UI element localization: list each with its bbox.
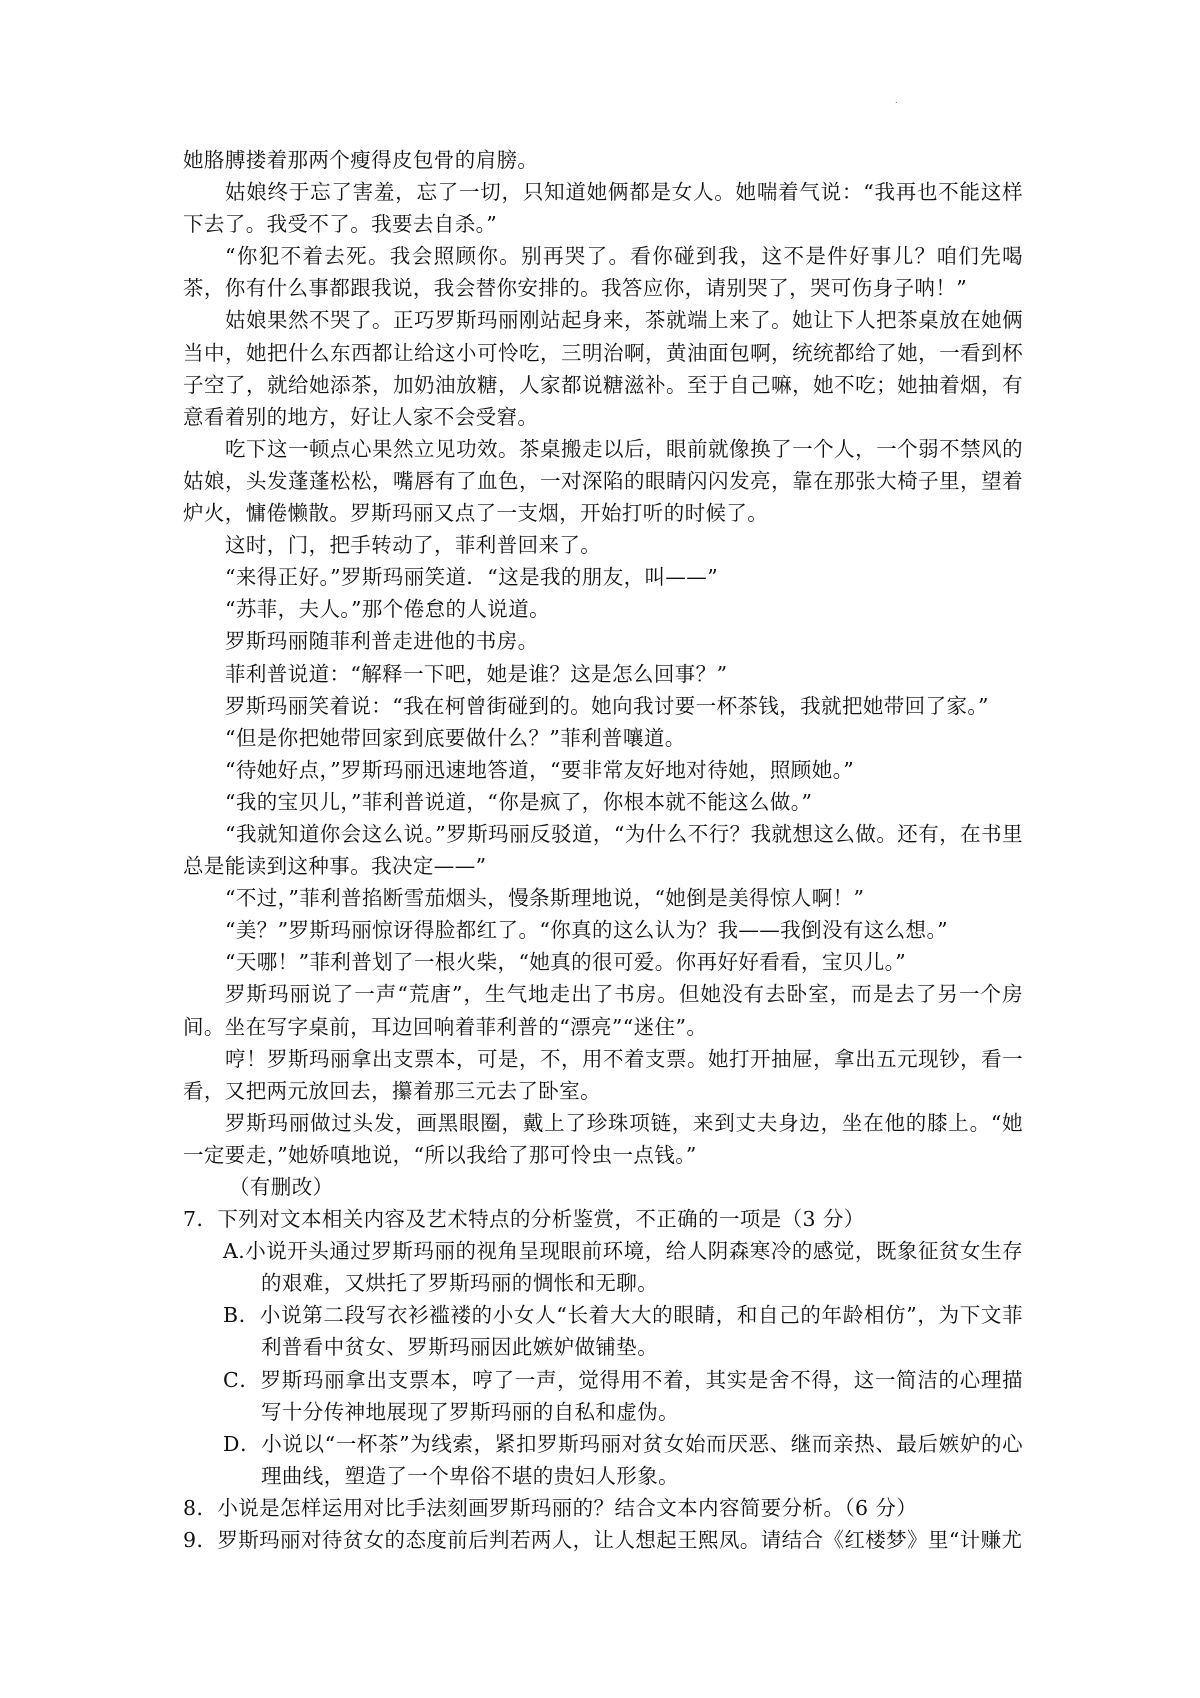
passage-paragraph: “我的宝贝儿，”菲利普说道，“你是疯了，你根本就不能这么做。” (225, 789, 813, 814)
passage-paragraph: “待她好点，”罗斯玛丽迅速地答道，“要非常友好地对待她，照顾她。” (225, 757, 855, 782)
passage-paragraph: 菲利普说道：“解释一下吧，她是谁？这是怎么回事？” (225, 661, 728, 686)
question-7-option-b: B．小说第二段写衣衫褴褛的小女人“长着大大的眼睛，和自己的年龄相仿”，为下文菲利普看中贫女、罗斯玛丽因此嫉妒做铺垫。 (223, 1303, 1023, 1360)
corner-mark: . (895, 96, 898, 105)
source-note: （有删改） (229, 1175, 334, 1199)
passage-paragraph: 吃下这一顿点心果然立见功效。茶桌搬走以后，眼前就像换了一个人，一个弱不禁风的姑娘，头发蓬蓬松松，嘴唇有了血色，一对深陷的眼睛闪闪发亮，靠在那张大椅子里，望着炉火，慵倦懒散。罗斯玛丽又点了一支烟，开始打听的时候了。 (183, 436, 1023, 526)
passage-paragraph: 罗斯玛丽做过头发，画黑眼圈，戴上了珍珠项链，来到丈夫身边，坐在他的膝上。“她一定要走，”她娇嗔地说，“所以我给了那可怜虫一点钱。” (183, 1110, 1023, 1167)
document-body (183, 144, 1023, 1556)
question-7-stem: 7．下列对文本相关内容及艺术特点的分析鉴赏，不正确的一项是（3 分） (183, 1207, 865, 1232)
question-7-option-d: D．小说以“一杯茶”为线索，紧扣罗斯玛丽对贫女始而厌恶、继而亲热、最后嫉妒的心理曲线，塑造了一个卑俗不堪的贵妇人形象。 (223, 1431, 1023, 1488)
passage-paragraph: 罗斯玛丽笑着说：“我在柯曾街碰到的。她向我讨要一杯茶钱，我就把她带回了家。” (225, 693, 989, 718)
passage-paragraph: “不过，”菲利普掐断雪茄烟头，慢条斯理地说，“她倒是美得惊人啊！” (225, 886, 865, 911)
passage-paragraph: 姑娘终于忘了害羞，忘了一切，只知道她俩都是女人。她喘着气说：“我再也不能这样下去了。我受不了。我要去自杀。” (183, 180, 1023, 237)
question-7-option-a: A.小说开头通过罗斯玛丽的视角呈现眼前环境，给人阴森寒冷的感觉，既象征贫女生存的艰难，又烘托了罗斯玛丽的惆怅和无聊。 (223, 1239, 1023, 1296)
passage-paragraph: “但是你把她带回家到底要做什么？”菲利普嚷道。 (225, 725, 686, 750)
passage-paragraph: 她胳膊搂着那两个瘦得皮包骨的肩膀。 (183, 148, 539, 172)
passage-paragraph: 这时，门，把手转动了，菲利普回来了。 (225, 533, 602, 558)
passage-paragraph: “我就知道你会这么说。”罗斯玛丽反驳道，“为什么不行？我就想这么做。还有，在书里总是能读到这种事。我决定——” (183, 821, 1023, 879)
passage-paragraph: 罗斯玛丽随菲利普走进他的书房。 (225, 629, 539, 654)
passage-paragraph: 哼！罗斯玛丽拿出支票本，可是，不，用不着支票。她打开抽屉，拿出五元现钞，看一看，又把两元放回去，攥着那三元去了卧室。 (183, 1046, 1023, 1103)
passage-paragraph: 姑娘果然不哭了。正巧罗斯玛丽刚站起身来，茶就端上来了。她让下人把茶桌放在她俩当中，她把什么东西都让给这小可怜吃，三明治啊，黄油面包啊，统统都给了她，一看到杯子空了，就给她添茶，加奶油放糖，人家都说糖滋补。至于自己嘛，她不吃；她抽着烟，有意看着别的地方，好让人家不会受窘。 (183, 308, 1023, 429)
passage-paragraph: “天哪！”菲利普划了一根火柴，“她真的很可爱。你再好好看看，宝贝儿。” (225, 950, 907, 975)
passage-paragraph: “你犯不着去死。我会照顾你。别再哭了。看你碰到我，这不是件好事儿？咱们先喝茶，你有什么事都跟我说，我会替你安排的。我答应你，请别哭了，哭可伤身子呐！” (183, 244, 1023, 301)
question-9: 9．罗斯玛丽对待贫女的态度前后判若两人，让人想起王熙凤。请结合《红楼梦》里“计赚尤 (183, 1528, 1023, 1553)
passage-paragraph: 罗斯玛丽说了一声“荒唐”，生气地走出了书房。但她没有去卧室，而是去了另一个房间。坐在写字桌前，耳边回响着菲利普的“漂亮”“迷住”。 (183, 982, 1023, 1039)
passage-paragraph: “来得正好。”罗斯玛丽笑道．“这是我的朋友，叫——” (225, 565, 719, 590)
passage-paragraph: “美？”罗斯玛丽惊讶得脸都红了。“你真的这么认为？我——我倒没有这么想。” (225, 918, 948, 943)
passage-paragraph: “苏菲，夫人。”那个倦怠的人说道。 (225, 597, 551, 622)
question-7-option-c: C．罗斯玛丽拿出支票本，哼了一声，觉得用不着，其实是舍不得，这一简洁的心理描写十分传神地展现了罗斯玛丽的自私和虚伪。 (223, 1367, 1023, 1424)
question-8: 8．小说是怎样运用对比手法刻画罗斯玛丽的？结合文本内容简要分析。（6 分） (183, 1495, 918, 1520)
